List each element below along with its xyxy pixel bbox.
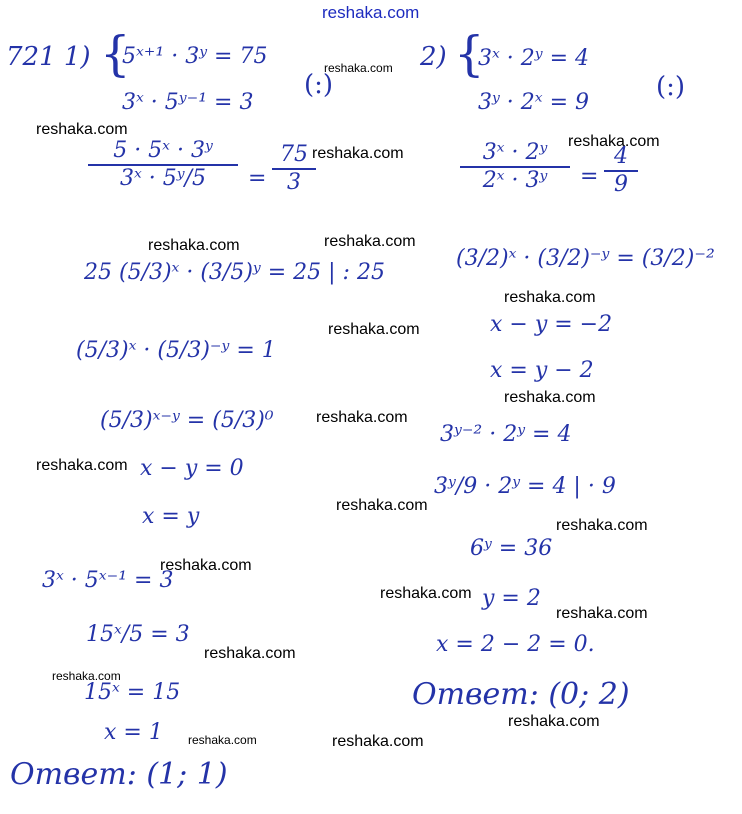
watermark: reshaka.com	[316, 409, 408, 426]
watermark: reshaka.com	[36, 121, 128, 138]
watermark: reshaka.com	[504, 289, 596, 306]
left-step-3: (5/3)ˣ · (5/3)⁻ʸ = 1	[76, 338, 276, 363]
right-step-5: 3ʸ⁻² · 2ʸ = 4	[440, 422, 572, 447]
right-step-3: x − y = −2	[490, 312, 613, 337]
left-system-eq1: 5ˣ⁺¹ · 3ʸ = 75	[122, 44, 268, 69]
right-step-2: (3/2)ˣ · (3/2)⁻ʸ = (3/2)⁻²	[456, 246, 715, 271]
left-step-9: 15ˣ = 15	[84, 680, 181, 705]
watermark: reshaka.com	[204, 645, 296, 662]
watermark: reshaka.com	[504, 389, 596, 406]
site-link[interactable]: reshaka.com	[322, 3, 420, 22]
right-step-6: 3ʸ/9 · 2ʸ = 4 | · 9	[434, 474, 616, 499]
left-fraction	[88, 140, 238, 190]
watermark: reshaka.com	[188, 733, 257, 747]
left-system-eq2: 3ˣ · 5ʸ⁻¹ = 3	[122, 90, 254, 115]
left-step-10: x = 1	[104, 720, 163, 745]
watermark: reshaka.com	[324, 61, 393, 75]
watermark: reshaka.com	[148, 237, 240, 254]
watermark: reshaka.com	[568, 133, 660, 150]
right-fraction-numerator: 3ˣ · 2ʸ	[482, 140, 548, 165]
watermark: reshaka.com	[508, 713, 600, 730]
colon-symbol-2: (:)	[656, 72, 686, 102]
equals-sign-2: =	[580, 164, 599, 189]
right-rhs-fraction	[604, 146, 638, 196]
right-step-8: y = 2	[482, 586, 541, 611]
left-step-7: 3ˣ · 5ˣ⁻¹ = 3	[42, 568, 174, 593]
left-fraction-numerator: 5 · 5ˣ · 3ʸ	[113, 138, 213, 163]
right-step-7: 6ʸ = 36	[470, 536, 553, 561]
left-step-6: x = y	[142, 504, 200, 529]
watermark: reshaka.com	[336, 497, 428, 514]
right-system-eq2: 3ʸ · 2ˣ = 9	[478, 90, 590, 115]
left-step-4: (5/3)ˣ⁻ʸ = (5/3)⁰	[100, 408, 274, 433]
right-system-eq1: 3ˣ · 2ʸ = 4	[478, 46, 590, 71]
right-step-4: x = y − 2	[490, 358, 594, 383]
watermark: reshaka.com	[328, 321, 420, 338]
problem-number: 721 1)	[6, 42, 91, 72]
watermark: reshaka.com	[160, 557, 252, 574]
system-brace: {	[100, 26, 131, 82]
right-fraction-denominator: 2ˣ · 3ʸ	[482, 168, 548, 193]
left-answer: Ответ: (1; 1)	[10, 757, 228, 792]
watermark: reshaka.com	[324, 233, 416, 250]
left-rhs-numerator: 75	[280, 142, 308, 167]
watermark: reshaka.com	[556, 517, 648, 534]
system-brace-2: {	[454, 26, 485, 82]
right-rhs-numerator: 4	[614, 144, 628, 169]
right-rhs-denominator: 9	[614, 172, 628, 197]
right-fraction	[460, 142, 570, 192]
left-step-8: 15ˣ/5 = 3	[86, 622, 190, 647]
problem-number-2: 2)	[420, 42, 447, 72]
watermark: reshaka.com	[36, 457, 128, 474]
watermark: reshaka.com	[380, 585, 472, 602]
left-step-2: 25 (5/3)ˣ · (3/5)ʸ = 25 | : 25	[84, 260, 385, 285]
left-rhs-denominator: 3	[287, 170, 301, 195]
watermark: reshaka.com	[332, 733, 424, 750]
right-answer: Ответ: (0; 2)	[412, 677, 630, 712]
watermark: reshaka.com	[556, 605, 648, 622]
left-step-5: x − y = 0	[140, 456, 244, 481]
right-step-9: x = 2 − 2 = 0.	[436, 632, 595, 657]
left-rhs-fraction	[272, 144, 316, 194]
watermark: reshaka.com	[312, 145, 404, 162]
colon-symbol: (:)	[304, 70, 334, 100]
watermark: reshaka.com	[52, 669, 121, 683]
left-fraction-denominator: 3ˣ · 5ʸ/5	[119, 166, 206, 191]
equals-sign: =	[248, 166, 267, 191]
